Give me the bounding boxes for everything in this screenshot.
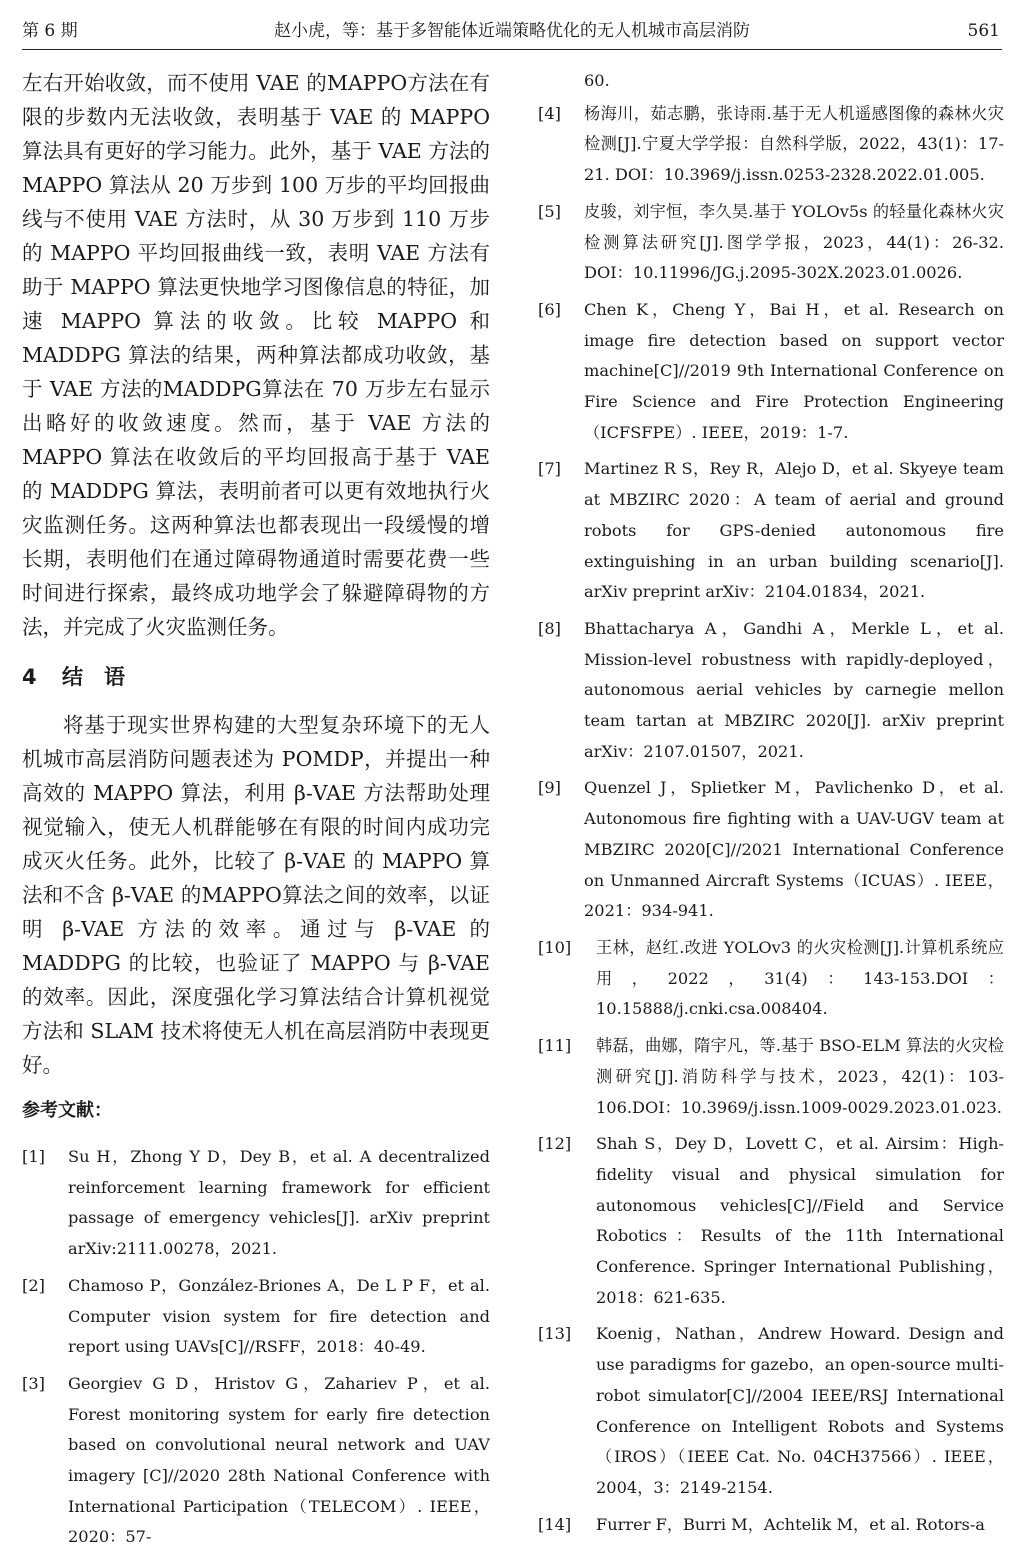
body-paragraph-2: 将基于现实世界构建的大型复杂环境下的无人机城市高层消防问题表述为 POMDP，并提出一种高效的 MAPPO 算法，利用 β-VAE 方法帮助处理视觉输入，使无人机群能够在有限的时间内成功完成灭火任务。此外，比较了 β-VAE 的 MAPPO 算法和不含 β-VAE 的MAPPO算法之间的效率，以证明 β-VAE 方法的效率。通过与 β-VAE 的 MADDPG 的比较，也验证了 MAPPO 与 β-VAE 的效率。因此，深度强化学习算法结合计算机视觉方法和 SLAM 技术将使无人机在高层消防中表现更好。 [22,713,490,1077]
page-header [22,16,1002,46]
reference-number: [1] [22,1147,45,1166]
reference-number: [8] [538,618,561,638]
reference-text: Quenzel J，Splietker M，Pavlichenko D，et al. Autonomous fire fighting with a UAV-UGV team at MBZIRC 2020[C]//2021 International Conference on Unmanned Aircraft Systems（ICUAS）. IEEE，2021：934-941. [584,778,1004,921]
issue-label: 第 6 期 [22,21,78,41]
reference-number: [6] [538,299,561,319]
reference-item [538,1129,1004,1313]
reference-text: 杨海川，茹志鹏，张诗雨.基于无人机遥感图像的森林火灾检测[J].宁夏大学学报：自然科学版，2022，43(1)：17-21. DOI：10.3969/j.issn.0253-2328.2022.01.005. [584,103,1004,185]
reference-item [538,1510,1004,1541]
reference-text: 皮骏，刘宇恒，李久昊.基于 YOLOv5s 的轻量化森林火灾检测算法研究[J].图学学报，2023，44(1)：26-32. DOI：10.11996/JG.j.2095-302X.2023.01.0026. [584,201,1004,283]
reference-text: Chamoso P，González-Briones A，De L P F，et al. Computer vision system for fire detection and report using UAVs[C]//RSFF，2018：40-49. [68,1275,490,1357]
reference-text: Bhattacharya A，Gandhi A，Merkle L，et al. Mission-level robustness with rapidly-deployed，autonomous aerial vehicles by carnegie mellon team tartan at MBZIRC 2020[J]. arXiv preprint arXiv：2107.01507，2021. [584,618,1004,761]
reference-number: [11] [538,1036,572,1056]
reference-item [538,614,1004,768]
reference-text: Georgiev G D，Hristov G，Zahariev P，et al. Forest monitoring system for early fire detection based on convolutional neural network and UAV imagery [C]//2020 28th National Conference with International Participation（TELECOM）. IEEE，2020：57- [68,1373,490,1547]
reference-number: [2] [22,1275,45,1295]
reference-continuation: 60. [584,71,610,90]
reference-item [22,1271,490,1363]
right-column [538,66,1004,1546]
reference-item [538,1319,1004,1503]
reference-text: Martinez R S，Rey R，Alejo D，et al. Skyeye team at MBZIRC 2020：A team of aerial and ground robots for GPS-denied autonomous fire extinguishing in an urban building scenario[J]. arXiv preprint arXiv：2104.01834，2021. [584,459,1004,602]
reference-item [22,1142,490,1265]
page-number: 561 [967,21,1000,41]
reference-text: Furrer F，Burri M，Achtelik M，et al. Rotors-a [596,1514,985,1534]
reference-number: [14] [538,1514,572,1534]
section-heading [22,660,490,694]
reference-number: [3] [22,1373,45,1393]
reference-item [538,454,1004,608]
reference-text: 韩磊，曲娜，隋宇凡，等.基于 BSO-ELM 算法的火灾检测研究[J].消防科学与技术，2023，42(1)：103-106.DOI：10.3969/j.issn.1009-0029.2023.01.023. [596,1036,1004,1117]
reference-item [538,99,1004,191]
section-number: 4 [22,665,37,689]
body-paragraph-1: 左右开始收敛，而不使用 VAE 的MAPPO方法在有限的步数内无法收敛，表明基于 VAE 的 MAPPO 算法具有更好的学习能力。此外，基于 VAE 方法的 MAPPO 算法从 20 万步到 100 万步的平均回报曲线与不使用 VAE 方法时，从 30 万步到 110 万步的 MAPPO 平均回报曲线一致，表明 VAE 方法有助于 MAPPO 算法更快地学习图像信息的特征，加速 MAPPO 算法的收敛。比较 MAPPO 和 MADDPG 算法的结果，两种算法都成功收敛，基于 VAE 方法的MADDPG算法在 70 万步左右显示出略好的收敛速度。然而，基于 VAE 方法的 MAPPO 算法在收敛后的平均回报高于基于 VAE 的 MADDPG 算法，表明前者可以更有效地执行火灾监测任务。这两种算法也都表现出一段缓慢的增长期，表明他们在通过障碍物通道时需要花费一些时间进行探索，最终成功地学会了躲避障碍物的方法，并完成了火灾监测任务。 [22,71,490,639]
section-title: 结 语 [62,665,125,689]
reference-text: Shah S，Dey D，Lovett C，et al. Airsim：High-fidelity visual and physical simulation for autonomous vehicles[C]//Field and Service Robotics：Results of the 11th International Conference. Springer International Publishing，2018：621-635. [596,1134,1004,1307]
reference-item [538,1031,1004,1123]
reference-item [538,295,1004,449]
reference-number: [10] [538,937,572,957]
running-title: 赵小虎，等：基于多智能体近端策略优化的无人机城市高层消防 [274,21,750,41]
reference-item [538,773,1004,927]
reference-text: Chen K，Cheng Y，Bai H，et al. Research on image fire detection based on support vector machine[C]//2019 9th International Conference on Fire Science and Fire Protection Engineering（ICFSFPE）. IEEE，2019：1-7. [584,299,1004,442]
reference-item [538,933,1004,1025]
references-heading: 参考文献： [22,1100,112,1121]
reference-text: Koenig，Nathan，Andrew Howard. Design and use paradigms for gazebo，an open-source multi-robot simulator[C]//2004 IEEE/RSJ International Conference on Intelligent Robots and Systems（IROS）（IEEE Cat. No. 04CH37566）. IEEE，2004，3：2149-2154. [596,1324,1004,1497]
reference-number: [5] [538,201,561,221]
reference-item [22,1369,490,1553]
reference-number: [7] [538,459,561,479]
reference-list-left [22,1142,490,1553]
reference-item [538,197,1004,289]
reference-list-right [538,99,1004,1541]
reference-number: [12] [538,1134,572,1154]
reference-number: [4] [538,103,561,123]
header-rule [22,49,1002,50]
reference-number: [13] [538,1324,572,1344]
left-column [22,66,490,1559]
reference-text: Su H，Zhong Y D，Dey B，et al. A decentralized reinforcement learning framework for efficient passage of emergency vehicles[J]. arXiv preprint arXiv:2111.00278，2021. [68,1147,490,1259]
reference-number: [9] [538,778,561,798]
reference-text: 王林，赵红.改进 YOLOv3 的火灾检测[J].计算机系统应用，2022，31(4)：143-153.DOI：10.15888/j.cnki.csa.008404. [596,937,1004,1019]
